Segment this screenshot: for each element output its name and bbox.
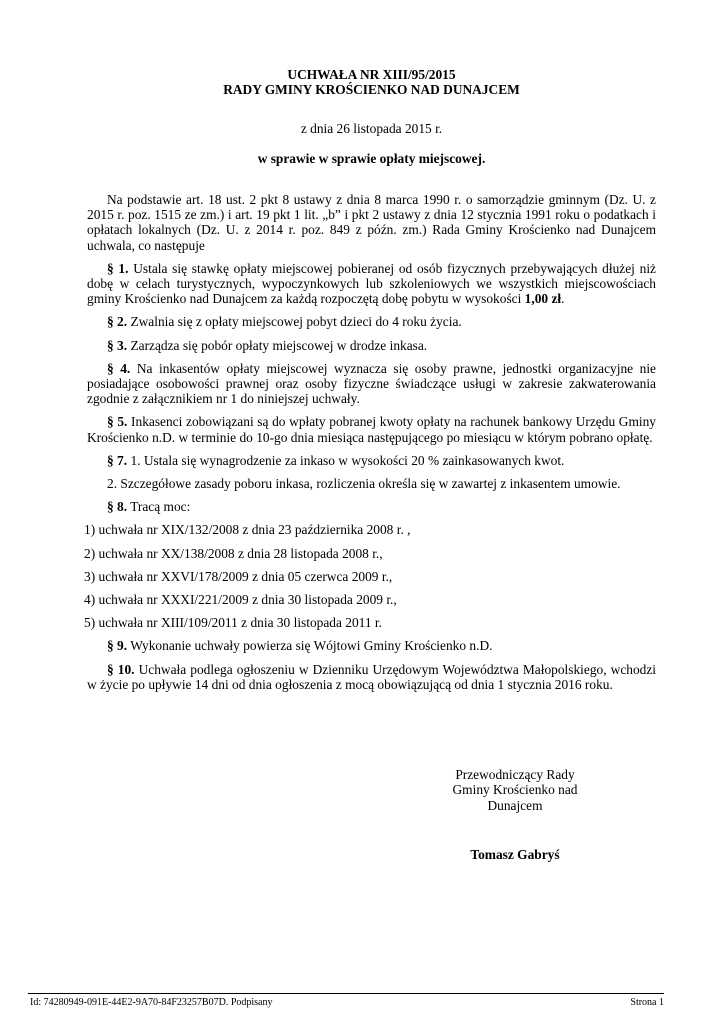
paragraph-2-text: Zwalnia się z opłaty miejscowej pobyt dzieci do 4 roku życia. [127,314,462,330]
resolution-date: z dnia 26 listopada 2015 r. [300,121,443,136]
repealed-item-1: 1) uchwała nr XIX/132/2008 z dnia 23 października 2008 r. , [84,522,411,538]
signatory-name: Tomasz Gabryś [470,847,560,862]
paragraph-4-text: Na inkasentów opłaty miejscowej wyznacza się osoby prawne, jednostki organizacyjne nie posiadające osobowości prawnej oraz osoby fizyczne świadczące usługi w zakresie zakwaterowania zgodnie z załącznikiem nr 1 do niniejszej uchwały. [87,360,656,407]
paragraph-1-mark: § 1. [107,260,129,276]
repealed-item-2: 2) uchwała nr XX/138/2008 z dnia 28 listopada 2008 r., [84,545,383,561]
resolution-subject: w sprawie w sprawie opłaty miejscowej. [257,151,486,166]
paragraph-5 [87,414,656,444]
preamble: Na podstawie art. 18 ust. 2 pkt 8 ustawy z dnia 8 marca 1990 r. o samorządzie gminnym (Dz. U. z 2015 r. poz. 1515 ze zm.) i art. 19 pkt 1 lit. „b” i pkt 2 ustawy z dnia 12 stycznia 1991 roku o podatkach i opłatach lokalnych (Dz. U. z 2014 r. poz. 849 z późn. zm.) Rada Gminy Krościenko nad Dunajcem uchwala, co następuje [87,192,656,253]
paragraph-5-text: Inkasenci zobowiązani są do wpłaty pobranej kwoty opłaty na rachunek bankowy Urzędu Gminy Krościenko n.D. w terminie do 10-go dnia miesiąca następującego po miesiącu w którym pobrano opłatę. [87,414,656,445]
resolution-title [87,67,656,97]
page-number: Strona 1 [630,997,664,1008]
resolution-number: UCHWAŁA NR XIII/95/2015 [287,67,456,82]
footer-divider [28,993,664,994]
resolution-body [84,192,657,700]
paragraph-8 [87,499,656,514]
signature-title-2: Gminy Krościenko nad [452,782,578,798]
paragraph-2 [87,314,656,329]
repealed-item-4: 4) uchwała nr XXXI/221/2009 z dnia 30 listopada 2009 r., [84,592,397,608]
council-name: RADY GMINY KROŚCIENKO NAD DUNAJCEM [223,82,520,97]
paragraph-7-mark: § 7. [107,452,128,468]
signature-title-1: Przewodniczący Rady [455,767,575,782]
paragraph-7-point-2: 2. Szczegółowe zasady poboru inkasa, rozliczenia określa się w zawartej z inkasentem umowie. [107,476,621,492]
paragraph-3 [87,338,656,353]
paragraph-4-mark: § 4. [107,360,131,376]
signature-block [430,767,600,813]
paragraph-10-text: Uchwała podlega ogłoszeniu w Dzienniku Urzędowym Województwa Małopolskiego, wchodzi w życie po upływie 14 dni od dnia ogłoszenia z mocą obowiązującą od dnia 1 stycznia 2016 roku. [87,661,657,692]
repealed-item-5: 5) uchwała nr XIII/109/2011 z dnia 30 listopada 2011 r. [84,615,382,631]
paragraph-1-end: . [561,291,565,307]
paragraph-1-text: Ustala się stawkę opłaty miejscowej pobieranej od osób fizycznych przebywających dłużej niż dobę w celach turystycznych, wypoczynkowych lub szkoleniowych we wszystkich miejscowościach gminy Krościenko nad Dunajcem za każdą rozpoczętą dobę pobytu w wysokości [87,260,656,307]
paragraph-4 [87,361,656,407]
paragraph-9-mark: § 9. [107,638,128,654]
repealed-item-3: 3) uchwała nr XXVI/178/2009 z dnia 05 czerwca 2009 r., [84,568,393,584]
paragraph-5-mark: § 5. [107,414,128,430]
paragraph-7 [87,453,656,468]
document-id: Id: 74280949-091E-44E2-9A70-84F23257B07D. Podpisany [30,997,273,1008]
paragraph-7-text: 1. Ustala się wynagrodzenie za inkaso w wysokości 20 % zainkasowanych kwot. [127,452,565,468]
paragraph-9-text: Wykonanie uchwały powierza się Wójtowi Gminy Krościenko n.D. [127,638,493,654]
paragraph-9 [87,638,656,653]
paragraph-10-mark: § 10. [107,661,135,677]
paragraph-8-mark: § 8. [107,499,128,515]
signature-title-3: Dunajcem [487,797,543,813]
paragraph-2-mark: § 2. [107,314,128,330]
paragraph-3-mark: § 3. [107,337,128,353]
paragraph-1 [87,261,656,307]
fee-amount: 1,00 zł [524,291,562,307]
paragraph-10 [87,662,656,692]
paragraph-8-text: Tracą moc: [127,499,191,515]
paragraph-3-text: Zarządza się pobór opłaty miejscowej w drodze inkasa. [127,337,428,353]
